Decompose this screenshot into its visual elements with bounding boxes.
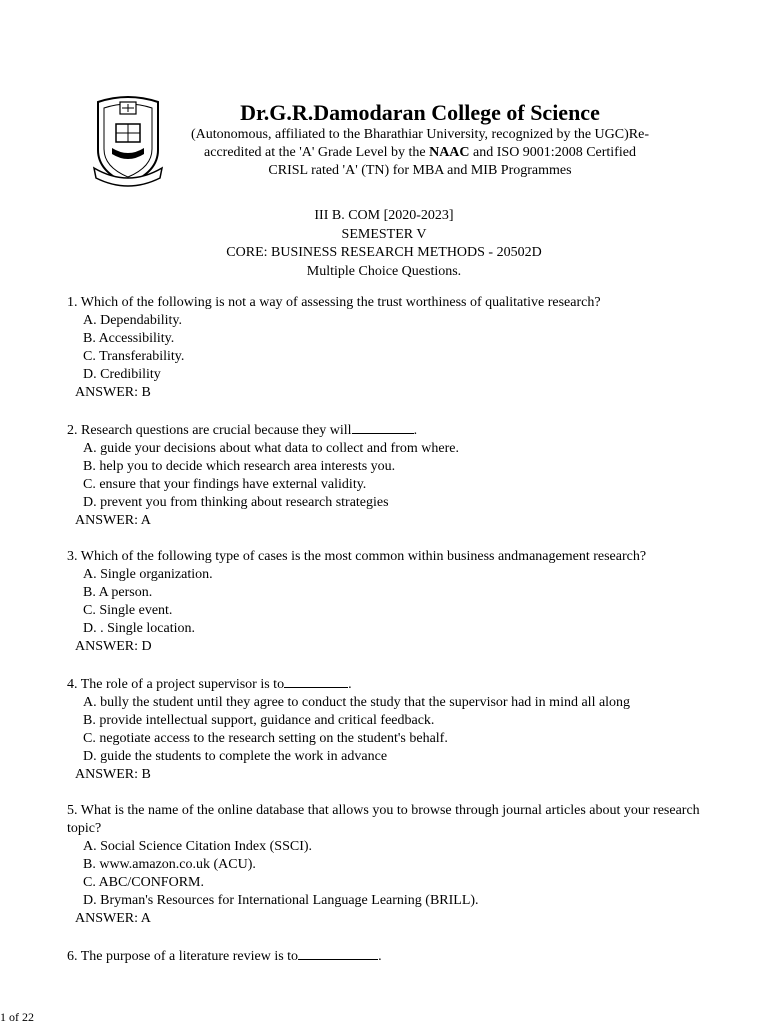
- option-d: D. . Single location.: [83, 621, 195, 636]
- question-6: [67, 946, 707, 966]
- header-line-2-post: and ISO 9001:2008 Certified: [469, 145, 636, 160]
- college-header: [170, 100, 670, 180]
- answer-blank: [352, 420, 414, 434]
- answer: ANSWER: A: [75, 513, 151, 528]
- question-stem: 6. The purpose of a literature review is to: [67, 949, 299, 964]
- question-1: [67, 294, 707, 402]
- answer-blank: [298, 946, 378, 960]
- answer: ANSWER: A: [75, 911, 151, 926]
- question-stem-wrap: 2. Research questions are crucial because they will .: [67, 420, 707, 440]
- course-semester: SEMESTER V: [341, 226, 427, 242]
- question-stem-wrap: 4. The role of a project supervisor is to .: [67, 674, 707, 694]
- answer: ANSWER: D: [75, 639, 152, 654]
- college-logo-icon: [90, 92, 166, 192]
- option-a: A. Single organization.: [83, 567, 213, 582]
- header-line-2-pre: accredited at the 'A' Grade Level by the: [204, 145, 430, 160]
- question-stem: 2. Research questions are crucial because they will: [67, 423, 352, 438]
- naac-label: NAAC: [429, 145, 470, 160]
- header-line-3: CRISL rated 'A' (TN) for MBA and MIB Programmes: [268, 163, 572, 178]
- option-b: B. help you to decide which research area interests you.: [83, 459, 396, 474]
- college-name: Dr.G.R.Damodaran College of Science: [240, 100, 600, 125]
- option-d: D. prevent you from thinking about research strategies: [83, 495, 389, 510]
- option-a: A. bully the student until they agree to conduct the study that the supervisor had in mind all along: [83, 695, 631, 710]
- header-line-2: [170, 144, 670, 162]
- course-info: [0, 207, 768, 281]
- option-d: D. Credibility: [83, 367, 161, 382]
- option-c: C. Transferability.: [83, 349, 185, 364]
- page-number: 1 of 22: [0, 1010, 34, 1024]
- question-3: [67, 548, 707, 656]
- course-subject: CORE: BUSINESS RESEARCH METHODS - 20502D: [226, 245, 542, 260]
- option-b: B. Accessibility.: [83, 331, 175, 346]
- option-a: A. Social Science Citation Index (SSCI).: [83, 839, 313, 854]
- question-stem: 3. Which of the following type of cases is the most common within business andmanagement research?: [67, 549, 647, 564]
- question-stem-wrap: 6. The purpose of a literature review is to .: [67, 946, 707, 966]
- course-batch: III B. COM [2020-2023]: [314, 208, 454, 223]
- question-stem: 1. Which of the following is not a way of assessing the trust worthiness of qualitative research?: [67, 295, 601, 310]
- option-b: B. www.amazon.co.uk (ACU).: [83, 857, 256, 872]
- answer: ANSWER: B: [75, 385, 151, 400]
- answer: ANSWER: B: [75, 767, 151, 782]
- answer-blank: [284, 674, 348, 688]
- option-c: C. ensure that your findings have external validity.: [83, 477, 367, 492]
- option-d: D. guide the students to complete the work in advance: [83, 749, 388, 764]
- option-c: C. Single event.: [83, 603, 173, 618]
- question-2: [67, 420, 707, 530]
- course-section: Multiple Choice Questions.: [306, 263, 462, 279]
- option-b: B. A person.: [83, 585, 153, 600]
- question-stem: 5. What is the name of the online database that allows you to browse through journal articles about your research topic?: [67, 803, 700, 836]
- header-line-1: (Autonomous, affiliated to the Bharathiar University, recognized by the UGC)Re-: [191, 127, 649, 142]
- option-d: D. Bryman's Resources for International Language Learning (BRILL).: [83, 893, 479, 908]
- question-stem: 4. The role of a project supervisor is to: [67, 677, 285, 692]
- option-a: A. guide your decisions about what data to collect and from where.: [83, 441, 459, 456]
- option-a: A. Dependability.: [83, 313, 183, 328]
- option-c: C. ABC/CONFORM.: [83, 875, 204, 890]
- option-c: C. negotiate access to the research setting on the student's behalf.: [83, 731, 448, 746]
- question-list: [67, 294, 707, 984]
- option-b: B. provide intellectual support, guidance and critical feedback.: [83, 713, 435, 728]
- question-5: [67, 802, 707, 928]
- question-4: [67, 674, 707, 784]
